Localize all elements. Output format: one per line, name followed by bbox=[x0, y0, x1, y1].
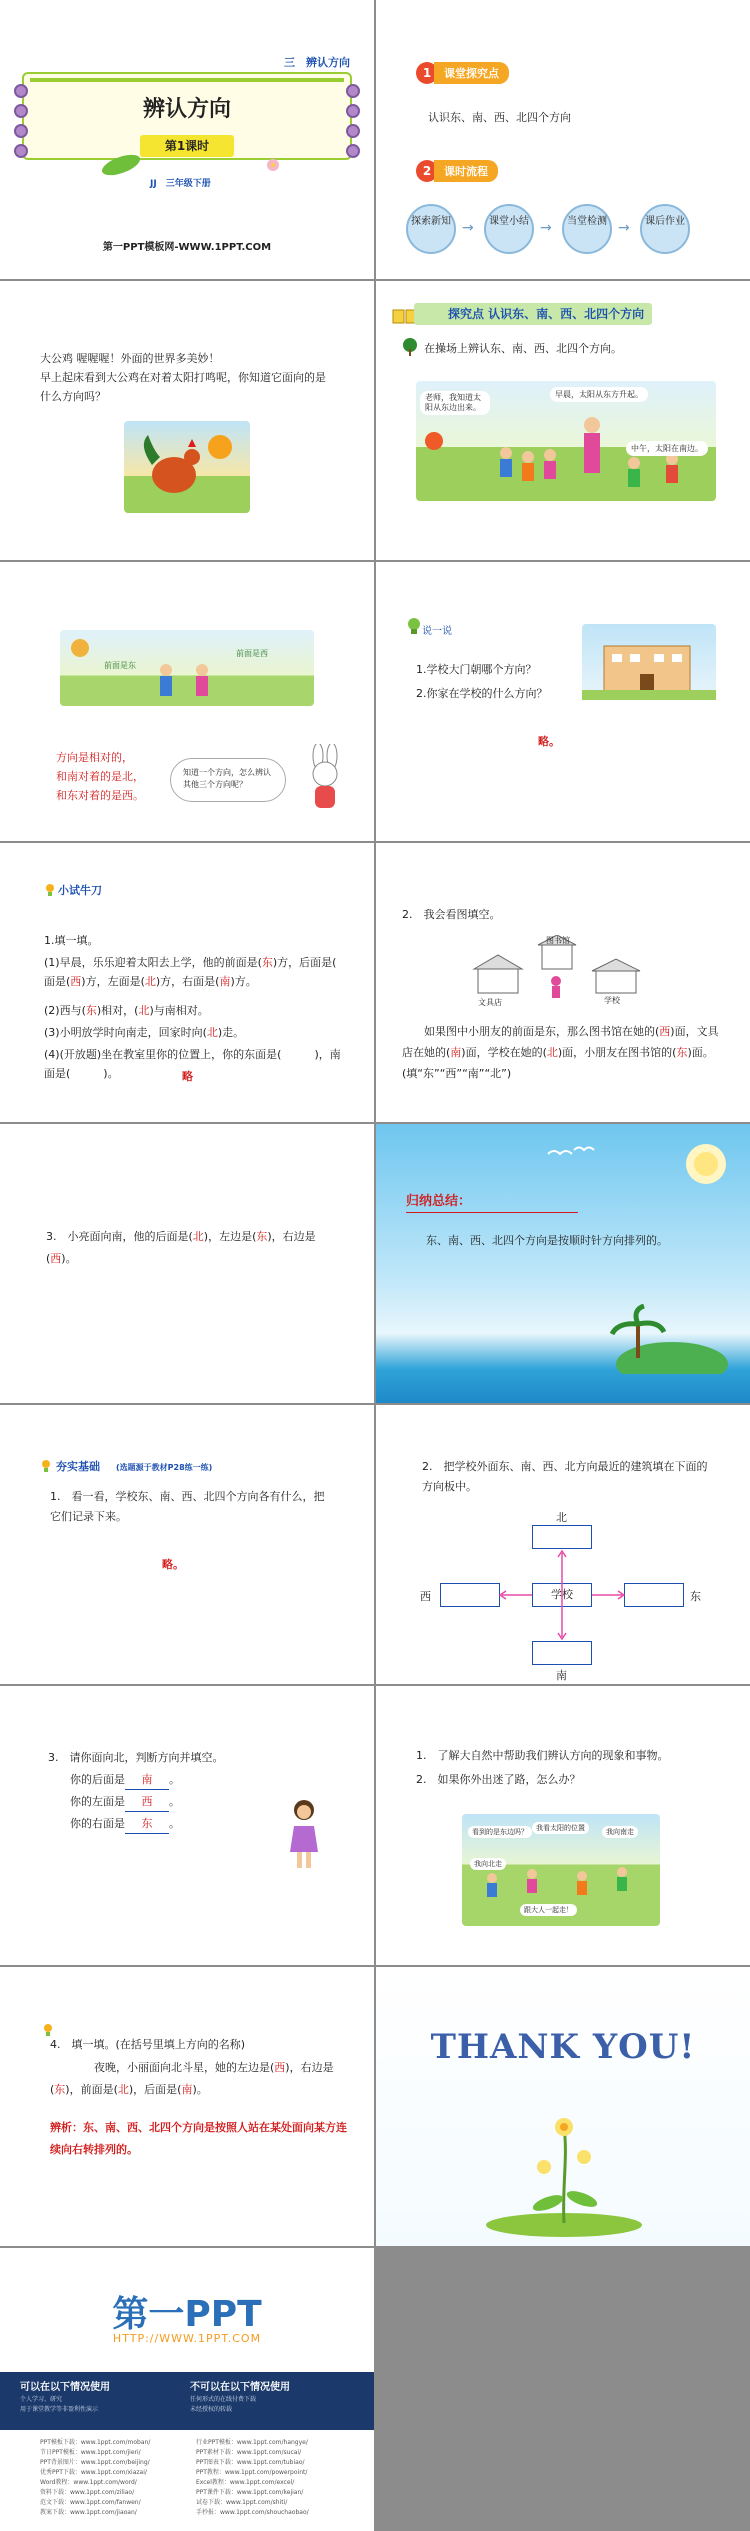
slide-north-star[interactable] bbox=[0, 1967, 374, 2246]
link-item[interactable]: Word教程：www.1ppt.com/word/ bbox=[40, 2479, 137, 2486]
arrow-right-icon: → bbox=[462, 220, 474, 236]
slide-map-fill[interactable] bbox=[376, 843, 750, 1122]
practice-item: 1.填一填。 bbox=[44, 934, 99, 947]
answer: 南 bbox=[219, 975, 231, 988]
arrow-right-icon: → bbox=[618, 220, 630, 236]
flow-step-2: 课堂小结 bbox=[484, 204, 534, 254]
can-use-title: 可以在以下情况使用 bbox=[20, 2382, 110, 2393]
flower-plant-icon bbox=[472, 2107, 652, 2237]
answer: 南 bbox=[125, 1770, 169, 1790]
speech-bubble: 看到的是东边吗？ bbox=[468, 1826, 532, 1838]
kids-illustration bbox=[60, 630, 314, 706]
speech-bubble: 早晨，太阳从东方升起。 bbox=[550, 387, 648, 402]
answer: 北 bbox=[546, 1046, 558, 1059]
empty-cell bbox=[376, 2248, 750, 2531]
flow-step-1: 探索新知 bbox=[406, 204, 456, 254]
text: )。 bbox=[192, 2083, 208, 2096]
intro-line-1: 大公鸡 喔喔喔！外面的世界多美妙！ bbox=[40, 352, 220, 365]
slide-rooster[interactable] bbox=[0, 281, 374, 560]
map-label-library: 图书馆 bbox=[546, 936, 570, 945]
speech-bubble: 我向南走 bbox=[602, 1826, 638, 1838]
text: 你的右面是 bbox=[70, 1817, 125, 1830]
summary-title: 归纳总结： bbox=[406, 1194, 472, 1209]
link-item[interactable]: PPT素材下载：www.1ppt.com/sucai/ bbox=[196, 2449, 302, 2456]
unit-label: 三 辨认方向 bbox=[284, 56, 350, 69]
link-item[interactable]: PPT教程：www.1ppt.com/powerpoint/ bbox=[196, 2469, 308, 2476]
north-label: 北 bbox=[556, 1511, 567, 1524]
omit-text: 略 bbox=[182, 1070, 193, 1083]
answer: 北 bbox=[206, 1026, 218, 1039]
school-building-icon bbox=[582, 624, 716, 700]
answer: 南 bbox=[450, 1046, 462, 1059]
question-text bbox=[50, 2057, 350, 2101]
speech-bubble: 我看太阳的位置 bbox=[532, 1822, 589, 1834]
text: )方，右面是( bbox=[155, 975, 220, 988]
intro-text: 在操场上辨认东、南、西、北四个方向。 bbox=[424, 342, 622, 355]
text: )，前面是( bbox=[65, 2083, 118, 2096]
omit-text: 略。 bbox=[538, 735, 560, 748]
rabbit-icon bbox=[300, 744, 350, 814]
site-url[interactable]: HTTP://WWW.1PPT.COM bbox=[112, 2332, 262, 2345]
south-label: 南 bbox=[556, 1669, 567, 1682]
practice-item-1: (1)早晨，乐乐迎着太阳去上学，他的前面是(东)方，后面是( 面是(西)方，左面是(北)方，右面是(南)方。 bbox=[44, 956, 337, 988]
answer: 西 bbox=[50, 1252, 62, 1265]
link-item[interactable]: PPT图表下载：www.1ppt.com/tubiao/ bbox=[196, 2459, 305, 2466]
tree-icon bbox=[400, 337, 420, 357]
answer: 北 bbox=[117, 2083, 129, 2096]
link-item[interactable]: 教案下载：www.1ppt.com/jiaoan/ bbox=[40, 2509, 137, 2516]
link-item[interactable]: 手抄报：www.1ppt.com/shouchaobao/ bbox=[196, 2509, 309, 2516]
answer: 北 bbox=[138, 1004, 150, 1017]
trophy-icon bbox=[44, 883, 56, 897]
flow-step-4: 课后作业 bbox=[640, 204, 690, 254]
speech-bubble: 老师，我知道太阳从东边出来。 bbox=[420, 391, 490, 415]
pin-icon bbox=[346, 124, 360, 138]
text: (2)西与( bbox=[44, 1004, 86, 1017]
text: 3. 小亮面向南，他的后面是( bbox=[46, 1230, 193, 1243]
title-bar bbox=[30, 78, 344, 82]
text: )，右边是( bbox=[46, 1230, 316, 1265]
answer-line-right: 你的右面是 东 。 bbox=[70, 1814, 180, 1834]
text: 夜晚，小丽面向北斗星，她的左边是( bbox=[94, 2061, 275, 2074]
badge-label: 课堂探究点 bbox=[434, 62, 509, 84]
relative-line-3: 和东对着的是西。 bbox=[56, 789, 144, 802]
relative-line-2: 和南对着的是北， bbox=[56, 770, 144, 783]
map-label-stationery: 文具店 bbox=[478, 998, 502, 1007]
east-box[interactable] bbox=[624, 1583, 684, 1607]
divider bbox=[406, 1212, 578, 1213]
west-label: 西 bbox=[420, 1590, 431, 1603]
text: )面，学校在她的( bbox=[461, 1046, 547, 1059]
thank-you-text: THANK YOU! bbox=[430, 2027, 696, 2067]
slide-xiaoliang[interactable] bbox=[0, 1124, 374, 1403]
speech-bubble: 我向北走 bbox=[470, 1858, 506, 1870]
badge-label: 课时流程 bbox=[434, 160, 498, 182]
speech-bubble: 中午，太阳在南边。 bbox=[626, 441, 708, 456]
text: )方。 bbox=[230, 975, 257, 988]
links-right bbox=[196, 2438, 309, 2518]
answer: 东 bbox=[256, 1230, 268, 1243]
link-item[interactable]: PPT课件下载：www.1ppt.com/kejian/ bbox=[196, 2489, 304, 2496]
slide-thanks[interactable] bbox=[376, 1967, 750, 2246]
omit-text: 略。 bbox=[162, 1558, 184, 1571]
trophy-icon bbox=[40, 1459, 52, 1473]
center-box: 学校 bbox=[532, 1583, 592, 1607]
goal-text: 认识东、南、西、北四个方向 bbox=[428, 111, 571, 124]
link-item[interactable]: PPT背景图片：www.1ppt.com/beijing/ bbox=[40, 2459, 150, 2466]
slide-foundation[interactable] bbox=[0, 1405, 374, 1684]
arrow-right-icon: → bbox=[540, 220, 552, 236]
section-badge-1 bbox=[416, 62, 509, 84]
question-title: 4. 填一填。(在括号里填上方向的名称) bbox=[50, 2038, 246, 2051]
kid-label: 前面是西 bbox=[236, 649, 268, 658]
slide-relative[interactable] bbox=[0, 562, 374, 841]
source-note: (选题源于教材P28练一练) bbox=[116, 1463, 213, 1472]
question-text bbox=[46, 1226, 346, 1270]
section-badge-2 bbox=[416, 160, 498, 182]
answer: 西 bbox=[125, 1792, 169, 1812]
question-1: 1. 了解大自然中帮助我们辨认方向的现象和事物。 bbox=[416, 1749, 669, 1762]
link-item[interactable]: 试卷下载：www.1ppt.com/shiti/ bbox=[196, 2499, 288, 2506]
link-item[interactable]: Excel教程：www.1ppt.com/excel/ bbox=[196, 2479, 295, 2486]
slide-title[interactable] bbox=[0, 0, 374, 279]
text: )走。 bbox=[217, 1026, 245, 1039]
west-box[interactable] bbox=[440, 1583, 500, 1607]
pin-icon bbox=[14, 124, 28, 138]
answer: 东 bbox=[261, 956, 273, 969]
summary-body: 东、南、西、北四个方向是按顺时针方向排列的。 bbox=[426, 1234, 668, 1247]
text: 你的左面是 bbox=[70, 1795, 125, 1808]
east-label: 东 bbox=[690, 1590, 701, 1603]
answer: 北 bbox=[144, 975, 156, 988]
link-item[interactable]: PPT模板下载：www.1ppt.com/moban/ bbox=[40, 2439, 151, 2446]
answer: 西 bbox=[274, 2061, 286, 2074]
question-2: 2.你家在学校的什么方向？ bbox=[416, 687, 548, 700]
answer: 东 bbox=[85, 1004, 97, 1017]
can-use-item: 用于课堂教学等非盈利性演示 bbox=[20, 2406, 99, 2413]
pin-icon bbox=[346, 144, 360, 158]
link-item[interactable]: 节日PPT模板：www.1ppt.com/jieri/ bbox=[40, 2449, 141, 2456]
text: 如果图中小朋友的前面是东，那么图书馆在她的( bbox=[424, 1025, 660, 1038]
grade-label: JJ 三年级下册 bbox=[150, 179, 211, 189]
text: )，左边是( bbox=[203, 1230, 257, 1243]
school-image bbox=[582, 624, 716, 700]
sun-icon bbox=[676, 1134, 736, 1194]
page-title: 辨认方向 bbox=[142, 96, 231, 122]
slide-summary[interactable] bbox=[376, 1124, 750, 1403]
practice-item-3 bbox=[44, 1023, 244, 1042]
slide-talk[interactable] bbox=[376, 562, 750, 841]
text: (3)小明放学时向南走，回家时向( bbox=[44, 1026, 207, 1039]
footer-text: 第一PPT模板网-WWW.1PPT.COM bbox=[102, 242, 272, 253]
question-text: 2. 把学校外面东、南、西、北方向最近的建筑填在下面的方向板中。 bbox=[422, 1460, 708, 1493]
text: )面，文具店在她的( bbox=[402, 1025, 719, 1059]
lesson-badge: 第1课时 bbox=[140, 135, 234, 157]
analysis-text: 辨析：东、南、西、北四个方向是按照人站在某处面向某方连续向右转排列的。 bbox=[50, 2121, 347, 2156]
answer-line-left: 你的左面是 西 。 bbox=[70, 1792, 180, 1812]
map-paragraph bbox=[402, 1021, 728, 1084]
usage-panel bbox=[0, 2372, 374, 2430]
text: )，后面是( bbox=[128, 2083, 182, 2096]
talk-label: 说一说 bbox=[422, 626, 452, 637]
question-text: 3. 请你面向北，判断方向并填空。 bbox=[48, 1751, 224, 1764]
text: 你的后面是 bbox=[70, 1773, 125, 1786]
ppt-logo: 第一PPT bbox=[112, 2294, 262, 2335]
cannot-use-item: 未经授权的转载 bbox=[190, 2406, 233, 2413]
question-text: 1. 看一看，学校东、南、西、北四个方向各有什么，把它们记录下来。 bbox=[50, 1490, 325, 1523]
answer: 西 bbox=[659, 1025, 671, 1038]
question-2: 2. 如果你外出迷了路，怎么办？ bbox=[416, 1773, 581, 1786]
arrows-icon bbox=[496, 1545, 626, 1645]
answer: 东 bbox=[676, 1046, 688, 1059]
birds-icon bbox=[546, 1144, 596, 1164]
flow-step-3: 当堂检测 bbox=[562, 204, 612, 254]
text: )相对，( bbox=[96, 1004, 139, 1017]
answer: 东 bbox=[125, 1814, 169, 1834]
answer: 南 bbox=[181, 2083, 193, 2096]
link-item[interactable]: 行业PPT模板：www.1ppt.com/hangye/ bbox=[196, 2439, 308, 2446]
cannot-use-title: 不可以在以下情况使用 bbox=[190, 2382, 290, 2393]
bulb-icon bbox=[406, 616, 422, 636]
slide-direction-board[interactable] bbox=[376, 1405, 750, 1684]
section-heading: 探究点 认识东、南、西、北四个方向 bbox=[414, 303, 652, 325]
flower-icon bbox=[258, 150, 288, 180]
cannot-use-item: 任何形式的在线付费下载 bbox=[190, 2396, 257, 2403]
answer: 北 bbox=[192, 1230, 204, 1243]
text: (1)早晨，乐乐迎着太阳去上学，他的前面是( bbox=[44, 956, 262, 969]
rooster-icon bbox=[124, 421, 250, 513]
link-item[interactable]: 优秀PPT下载：www.1ppt.com/xiazai/ bbox=[40, 2469, 147, 2476]
slide-credits[interactable] bbox=[0, 2248, 374, 2531]
foundation-title: 夯实基础 bbox=[56, 1460, 100, 1473]
slide-outline[interactable] bbox=[376, 0, 750, 279]
relative-line-1: 方向是相对的， bbox=[56, 751, 133, 764]
two-kids-image bbox=[60, 630, 314, 706]
slide-practice[interactable] bbox=[0, 843, 374, 1122]
link-item[interactable]: 范文下载：www.1ppt.com/fanwen/ bbox=[40, 2499, 141, 2506]
can-use-item: 个人学习、研究 bbox=[20, 2396, 63, 2403]
thought-cloud: 知道一个方向，怎么辨认其他三个方向呢？ bbox=[170, 758, 286, 802]
practice-title: 小试牛刀 bbox=[58, 884, 102, 897]
map-label-school: 学校 bbox=[604, 996, 620, 1005]
text: )，右边是( bbox=[50, 2061, 334, 2096]
rooster-image bbox=[124, 421, 250, 513]
pin-icon bbox=[14, 144, 28, 158]
text: )与南相对。 bbox=[149, 1004, 209, 1017]
question-1: 1.学校大门朝哪个方向？ bbox=[416, 663, 537, 676]
practice-item-4: (4)(开放题)坐在教室里你的位置上，你的东面是( )，南面是( )。 bbox=[44, 1048, 341, 1080]
question-title: 2. 我会看图填空。 bbox=[402, 908, 501, 921]
slide-lost[interactable] bbox=[376, 1686, 750, 1965]
text: )方，左面是( bbox=[81, 975, 145, 988]
link-item[interactable]: 资料下载：www.1ppt.com/ziliao/ bbox=[40, 2489, 135, 2496]
text: )面。(填“东”“西”“南”“北”) bbox=[402, 1046, 714, 1080]
badge-number: 1 bbox=[416, 62, 438, 84]
text: )。 bbox=[61, 1252, 77, 1265]
girl-icon bbox=[284, 1796, 324, 1876]
answer-line-back: 你的后面是 南 。 bbox=[70, 1770, 180, 1790]
links-left bbox=[40, 2438, 150, 2518]
island-icon bbox=[596, 1304, 736, 1374]
answer: 西 bbox=[70, 975, 82, 988]
badge-number: 2 bbox=[416, 160, 438, 182]
practice-item-2 bbox=[44, 1001, 209, 1020]
intro-line-2: 早上起床看到大公鸡在对着太阳打鸣呢，你知道它面向的是什么方向吗？ bbox=[40, 371, 326, 403]
text: )面，小朋友在图书馆的( bbox=[557, 1046, 677, 1059]
slide-face-north[interactable] bbox=[0, 1686, 374, 1965]
text: )方，后面是( bbox=[272, 956, 337, 969]
playground-image bbox=[416, 381, 716, 501]
answer: 东 bbox=[54, 2083, 66, 2096]
kid-label: 前面是东 bbox=[104, 661, 136, 670]
speech-bubble: 跟大人一起走！ bbox=[520, 1904, 577, 1916]
leaf-icon bbox=[96, 150, 146, 180]
slide-explore[interactable] bbox=[376, 281, 750, 560]
lost-kids-image bbox=[462, 1814, 660, 1926]
